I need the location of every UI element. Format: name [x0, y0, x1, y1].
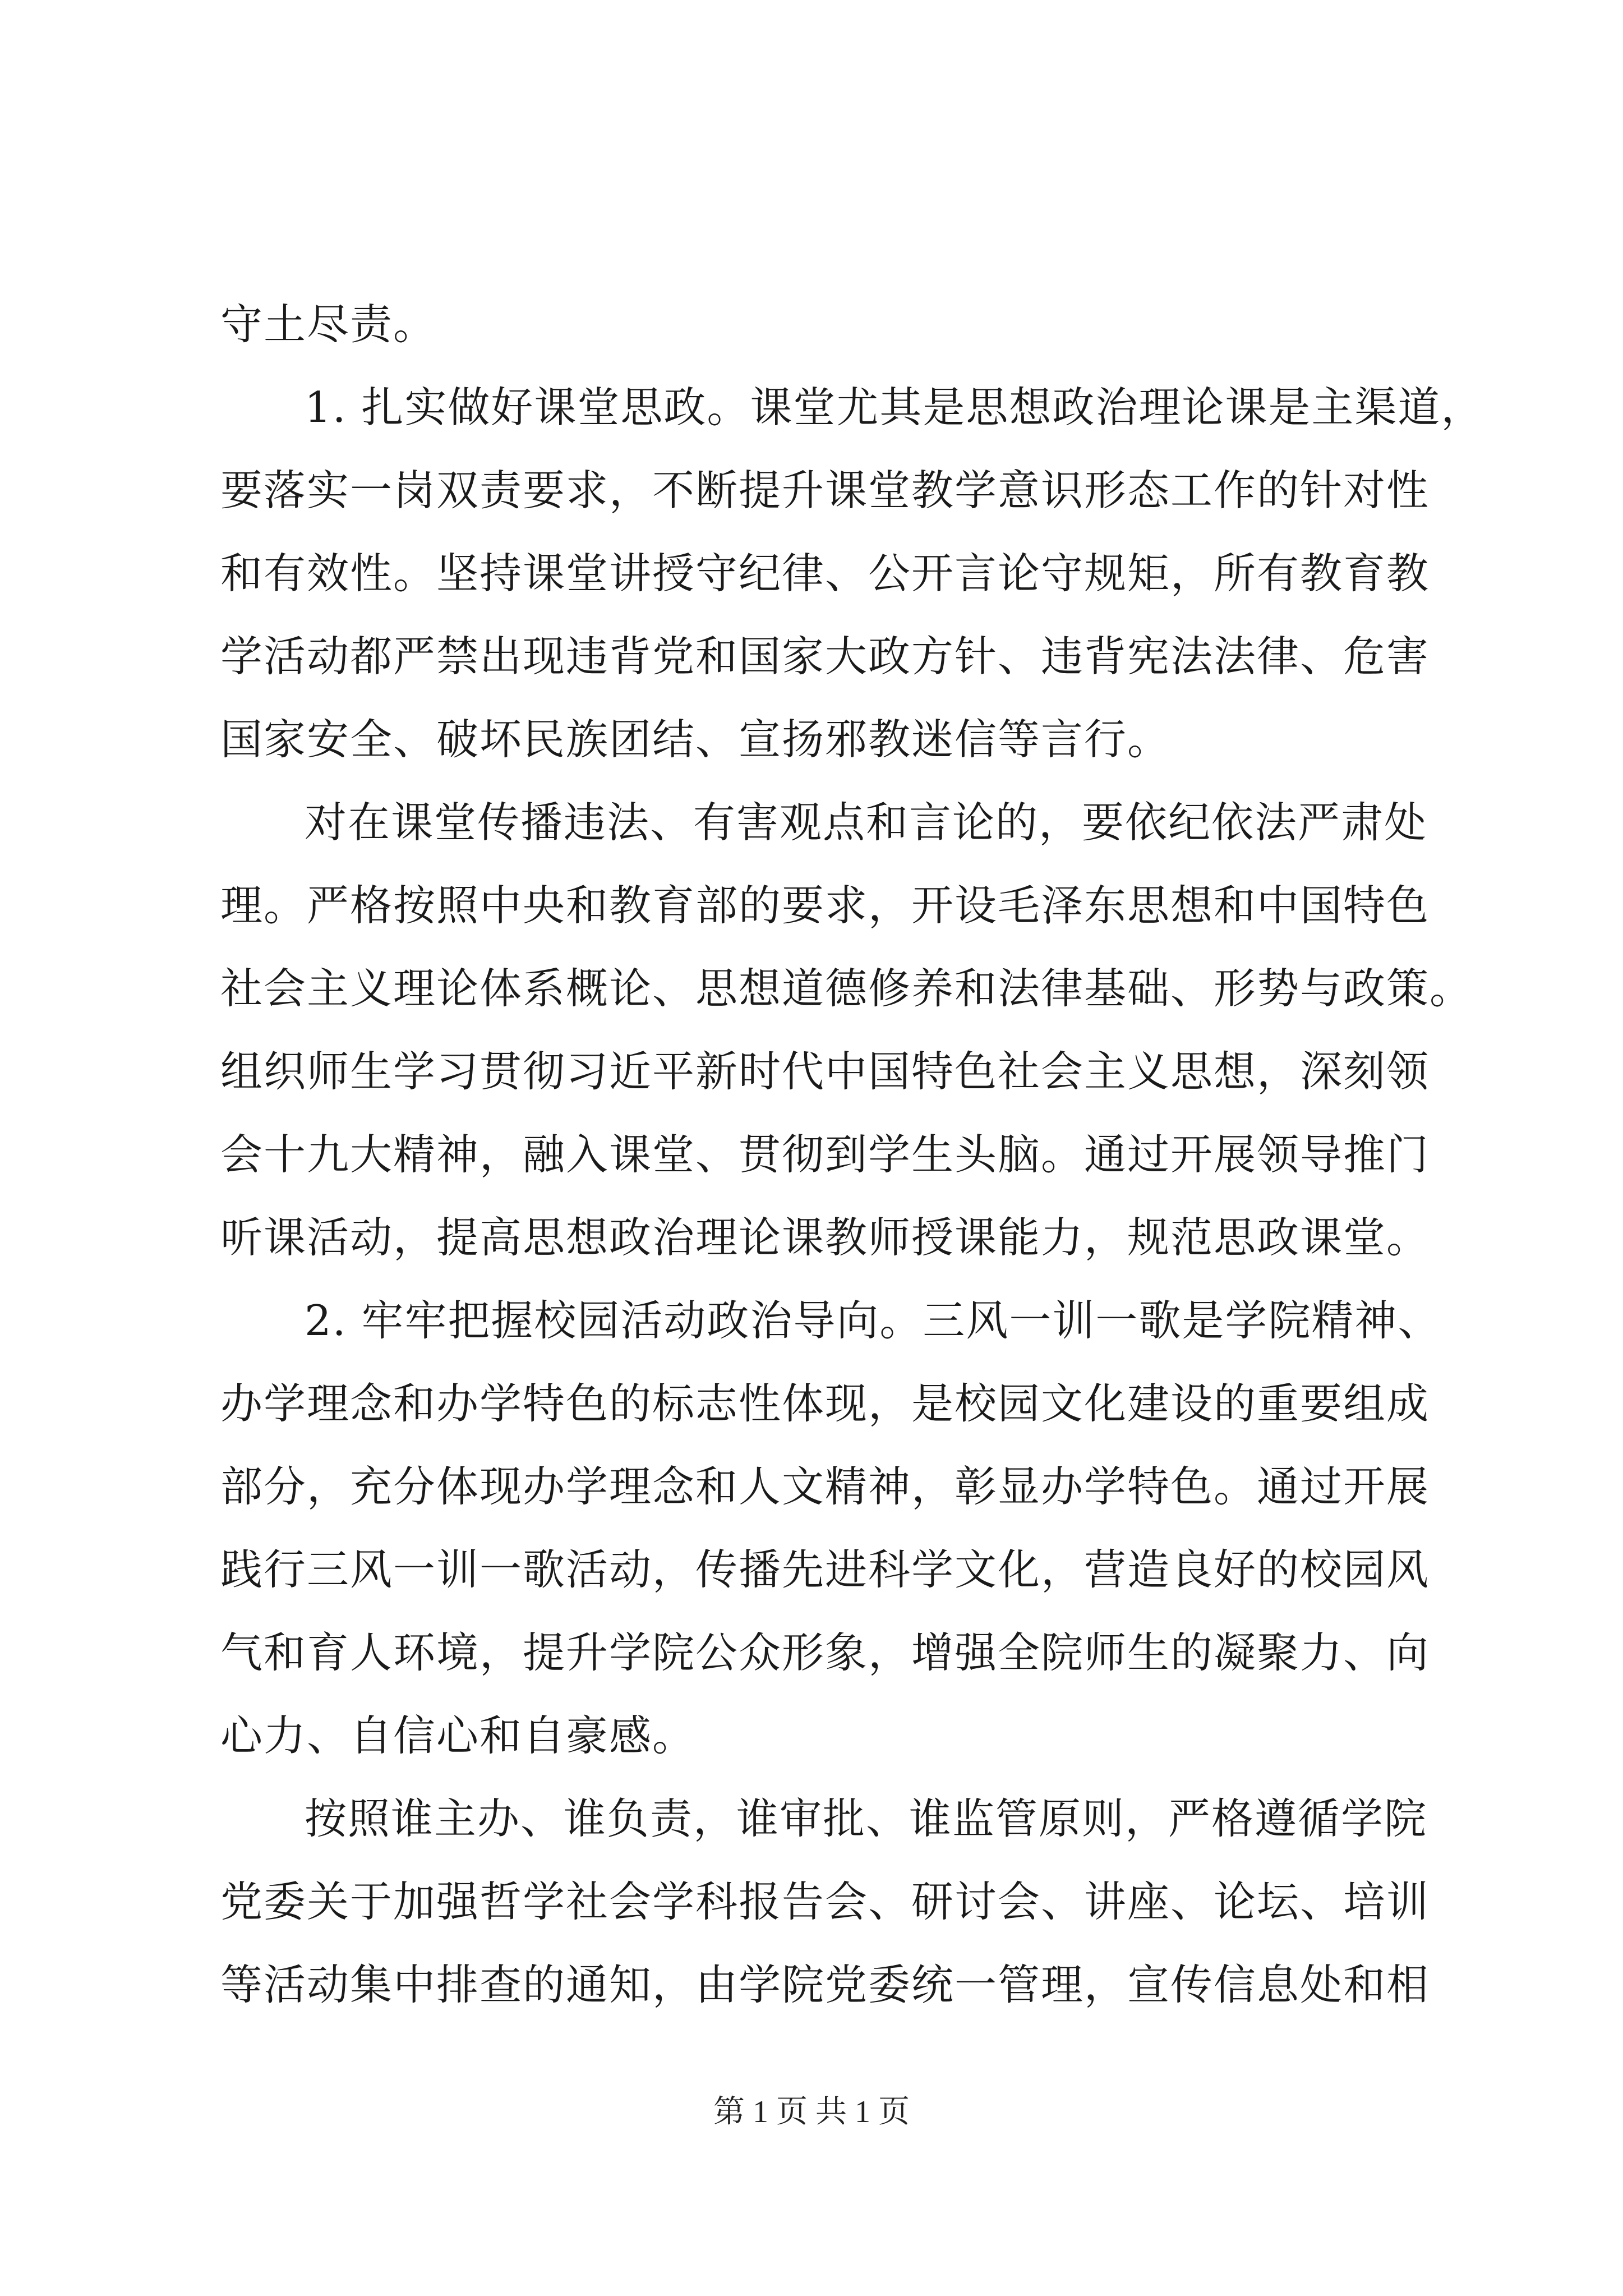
text-line: 听课活动，提高思想政治理论课教师授课能力，规范思政课堂。 [220, 1213, 1430, 1262]
text-line: 社会主义理论体系概论、思想道德修养和法律基础、形势与政策。 [220, 964, 1473, 1013]
text-line: 部分，充分体现办学理念和人文精神，彰显办学特色。通过开展 [220, 1462, 1430, 1511]
text-line: 等活动集中排查的通知，由学院党委统一管理，宣传信息处和相 [220, 1960, 1430, 2009]
text-line: 国家安全、破坏民族团结、宣扬邪教迷信等言行。 [220, 715, 1171, 764]
text-line: 气和育人环境，提升学院公众形象，增强全院师生的凝聚力、向 [220, 1628, 1430, 1677]
paragraph-1-start: 1. 扎实做好课堂思政。课堂尤其是思想政治理论课是主渠道， [305, 383, 1484, 432]
text-line: 守土尽责。 [220, 300, 437, 349]
text-line: 会十九大精神，融入课堂、贯彻到学生头脑。通过开展领导推门 [220, 1130, 1430, 1179]
text-line: 要落实一岗双责要求，不断提升课堂教学意识形态工作的针对性 [220, 466, 1430, 515]
text-line: 党委关于加强哲学社会学科报告会、研讨会、讲座、论坛、培训 [220, 1877, 1430, 1926]
page-footer: 第 1 页 共 1 页 [713, 2095, 910, 2129]
text-line: 组织师生学习贯彻习近平新时代中国特色社会主义思想，深刻领 [220, 1047, 1430, 1096]
text-line: 践行三风一训一歌活动，传播先进科学文化，营造良好的校园风 [220, 1545, 1430, 1594]
paragraph-3-start: 2. 牢牢把握校园活动政治导向。三风一训一歌是学院精神、 [305, 1296, 1441, 1345]
text-line: 心力、自信心和自豪感。 [220, 1711, 696, 1760]
text-line: 学活动都严禁出现违背党和国家大政方针、违背宪法法律、危害 [220, 632, 1430, 681]
text-line: 理。严格按照中央和教育部的要求，开设毛泽东思想和中国特色 [220, 881, 1430, 930]
paragraph-4-start: 按照谁主办、谁负责，谁审批、谁监管原则，严格遵循学院 [305, 1794, 1428, 1843]
paragraph-2-start: 对在课堂传播违法、有害观点和言论的，要依纪依法严肃处 [305, 798, 1428, 847]
text-line: 和有效性。坚持课堂讲授守纪律、公开言论守规矩，所有教育教 [220, 549, 1430, 598]
text-line: 办学理念和办学特色的标志性体现，是校园文化建设的重要组成 [220, 1379, 1430, 1428]
